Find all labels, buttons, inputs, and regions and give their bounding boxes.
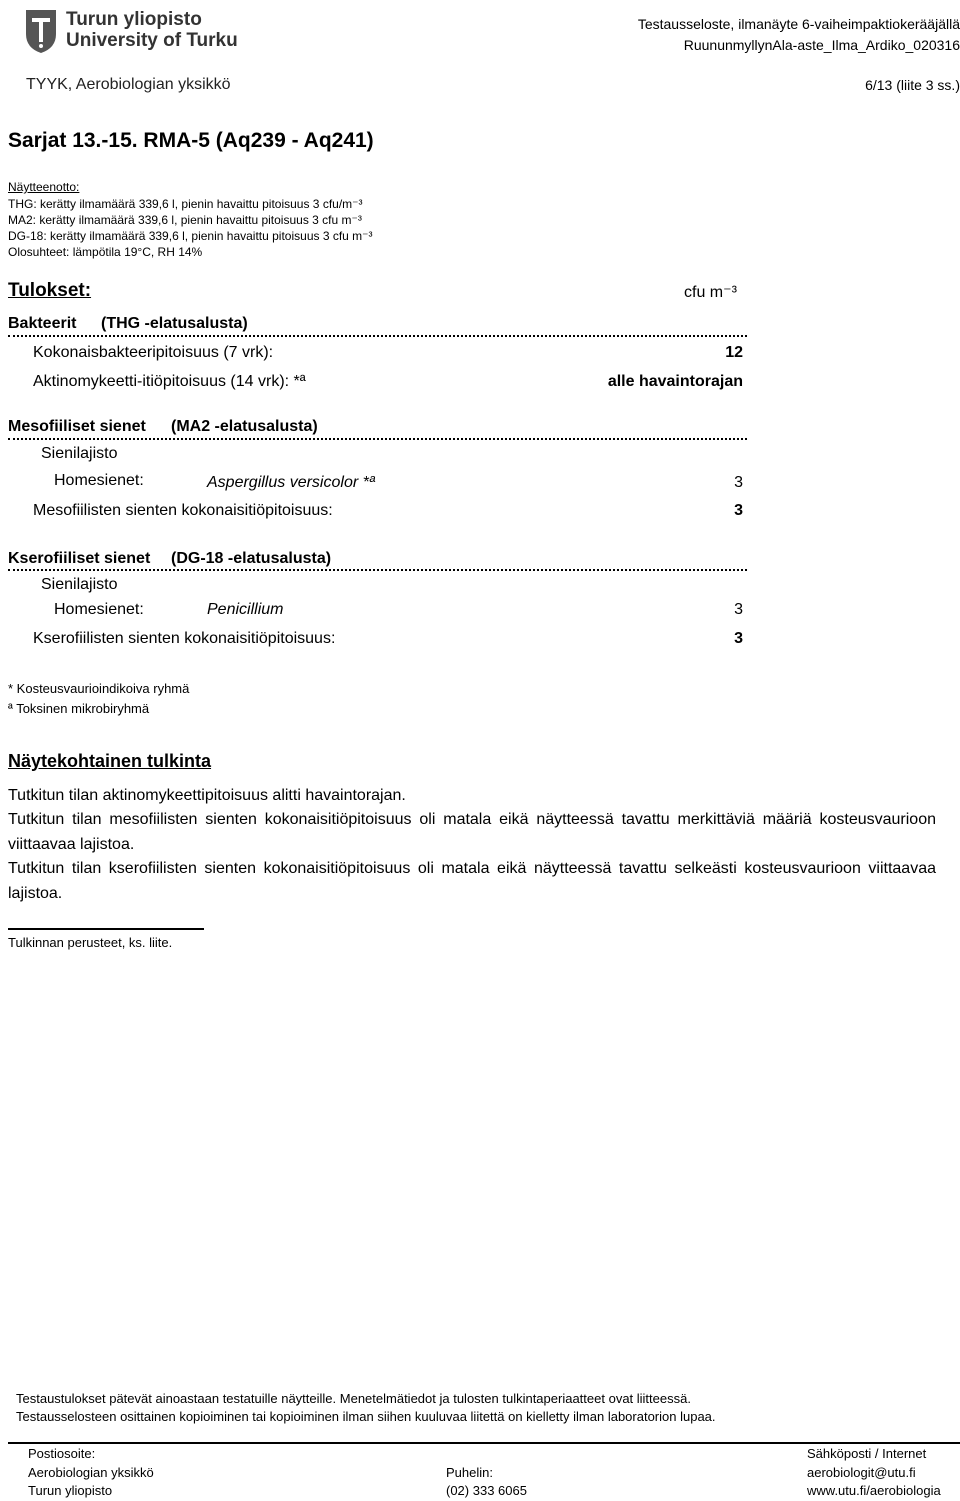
results-heading: Tulokset: [8, 280, 92, 301]
footer-rule [8, 1442, 960, 1444]
logo-name-fi: Turun yliopisto [66, 9, 202, 30]
bacteria-heading: Bakteerit [8, 315, 77, 332]
xerophilic-total-value: 3 [734, 630, 743, 647]
divider-dotted [8, 438, 747, 440]
mesophilic-species: Aspergillus versicolor *ª [207, 474, 375, 491]
xerophilic-heading: Kserofiiliset sienet [8, 550, 151, 567]
website-link[interactable]: www.utu.fi/aerobiologia [807, 1483, 941, 1498]
actinomycetes-label: Aktinomykeetti-itiöpitoisuus (14 vrk): *ª [33, 373, 306, 390]
mesophilic-species-heading: Sienilajisto [41, 445, 118, 462]
page-info: 6/13 (liite 3 ss.) [865, 77, 960, 93]
mesophilic-total-label: Mesofiilisten sienten kokonaisitiöpitoisuus: [33, 502, 333, 519]
results-unit: cfu m⁻³ [684, 284, 737, 301]
university-crest-icon [24, 8, 58, 54]
sampling-line-ma2: MA2: kerätty ilmamäärä 339,6 l, pienin havaittu pitoisuus 3 cfu m⁻³ [8, 213, 362, 227]
note-toxic-group: ª Toksinen mikrobiryhmä [8, 701, 150, 716]
mesophilic-group: Homesienet: [54, 472, 144, 489]
sampling-conditions: Olosuhteet: lämpötila 19°C, RH 14% [8, 245, 203, 259]
xerophilic-group: Homesienet: [54, 601, 144, 618]
actinomycetes-value: alle havaintorajan [607, 373, 743, 390]
interpretation-heading: Näytekohtainen tulkinta [8, 751, 212, 771]
address-label: Postiosoite: [28, 1446, 96, 1461]
sampling-heading: Näytteenotto: [8, 180, 80, 194]
xerophilic-species: Penicillium [207, 601, 284, 618]
disclaimer-line: Testaustulokset pätevät ainoastaan testatuille näytteille. Menetelmätiedot ja tulosten tulkintaperiaatteet ovat liitteessä. [16, 1391, 691, 1406]
sampling-line-dg18: DG-18: kerätty ilmamäärä 339,6 l, pienin havaittu pitoisuus 3 cfu m⁻³ [8, 229, 373, 243]
bacteria-medium: (THG -elatusalusta) [101, 315, 248, 332]
mesophilic-total-value: 3 [734, 502, 743, 519]
divider-dotted [8, 335, 747, 337]
mesophilic-medium: (MA2 -elatusalusta) [171, 418, 318, 435]
report-title: Testausseloste, ilmanäyte 6-vaiheimpaktiokerääjällä [637, 16, 960, 32]
total-bacteria-label: Kokonaisbakteeripitoisuus (7 vrk): [33, 344, 274, 361]
divider-dotted [8, 569, 747, 571]
disclaimer-line: Testausselosteen osittainen kopioiminen tai kopioiminen ilman siihen kuuluvaa liitettä on kielletty ilman laboratorion lupaa. [16, 1409, 716, 1424]
university-logo [24, 6, 238, 66]
total-bacteria-value: 12 [725, 344, 743, 361]
mesophilic-heading: Mesofiiliset sienet [8, 418, 146, 435]
address-line: Aerobiologian yksikkö [28, 1465, 154, 1480]
sampling-line-thg: THG: kerätty ilmamäärä 339,6 l, pienin havaittu pitoisuus 3 cfu/m⁻³ [8, 197, 363, 211]
interpretation-paragraph: Tutkitun tilan kserofiilisten sienten kokonaisitiöpitoisuus oli matala eikä näytteessä tavattu selkeästi kosteusvaurioon viittaavaa lajistoa. [8, 860, 936, 902]
interpretation-paragraph: Tutkitun tilan aktinomykeettipitoisuus alitti havaintorajan. [8, 787, 406, 804]
interpretation-paragraph: Tutkitun tilan mesofiilisten sienten kokonaisitiöpitoisuus oli matala eikä näytteessä tavattu merkittäviä määriä kosteusvaurioon viittaavaa lajistoa. [8, 811, 936, 853]
phone-number: (02) 333 6065 [446, 1483, 527, 1498]
xerophilic-species-heading: Sienilajisto [41, 576, 118, 593]
phone-label: Puhelin: [446, 1465, 493, 1480]
note-moisture-indicator: * Kosteusvaurioindikoiva ryhmä [8, 681, 190, 696]
logo-name-en: University of Turku [66, 30, 238, 51]
report-id: RuununmyllynAla-aste_Ilma_Ardiko_020316 [683, 37, 960, 53]
department-name: TYYK, Aerobiologian yksikkö [26, 76, 231, 93]
xerophilic-total-label: Kserofiilisten sienten kokonaisitiöpitoisuus: [33, 630, 336, 647]
mesophilic-species-value: 3 [734, 474, 743, 491]
email-label: Sähköposti / Internet [807, 1446, 927, 1461]
footnote-rule [8, 928, 204, 930]
xerophilic-species-value: 3 [734, 601, 743, 618]
email-link[interactable]: aerobiologit@utu.fi [807, 1465, 916, 1480]
address-line: Turun yliopisto [28, 1483, 113, 1498]
interpretation-basis: Tulkinnan perusteet, ks. liite. [8, 935, 173, 950]
xerophilic-medium: (DG-18 -elatusalusta) [171, 550, 332, 567]
page-title: Sarjat 13.-15. RMA-5 (Aq239 - Aq241) [8, 129, 374, 152]
